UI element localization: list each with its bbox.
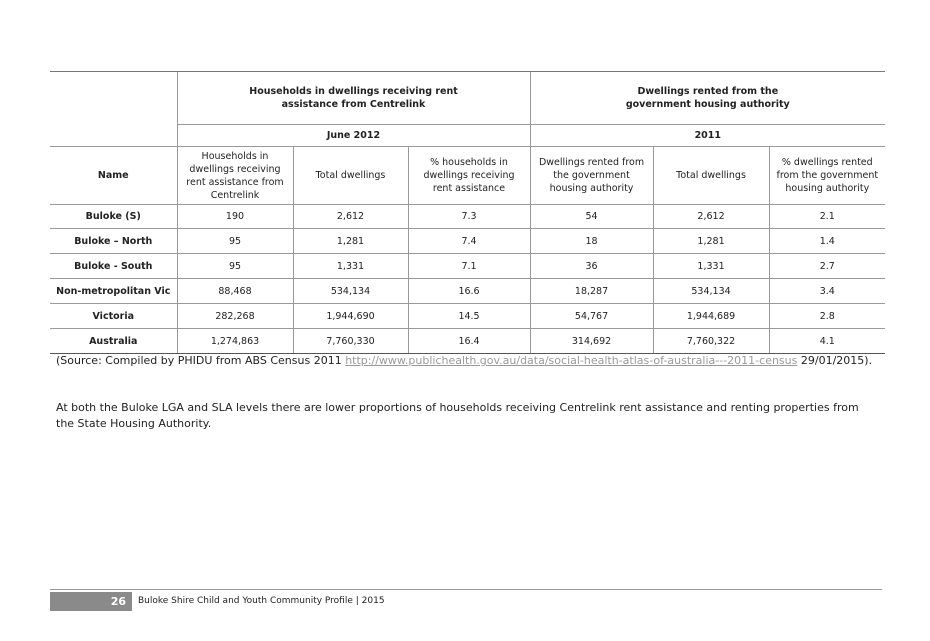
cell-dw-pct: 4.1: [769, 329, 885, 354]
cell-hh-total: 534,134: [293, 279, 408, 304]
table-row: [50, 279, 885, 304]
cell-dw-rented: 18,287: [530, 279, 653, 304]
table-row: [50, 254, 885, 279]
cell-hh-pct: 7.4: [408, 229, 530, 254]
row-name: Australia: [50, 329, 177, 354]
cell-hh-pct: 7.3: [408, 205, 530, 229]
cell-hh-pct: 16.6: [408, 279, 530, 304]
col-header-hh-receiving: Households in dwellings receiving rent assistance from Centrelink: [177, 147, 293, 205]
cell-dw-total: 534,134: [653, 279, 769, 304]
cell-dw-pct: 1.4: [769, 229, 885, 254]
cell-dw-rented: 54,767: [530, 304, 653, 329]
cell-dw-total: 2,612: [653, 205, 769, 229]
cell-hh-receiving: 190: [177, 205, 293, 229]
body-paragraph: At both the Buloke LGA and SLA levels there are lower proportions of households receiving Centrelink rent assistance and renting properties from the State Housing Authority.: [56, 401, 859, 430]
cell-hh-total: 1,331: [293, 254, 408, 279]
cell-dw-pct: 2.8: [769, 304, 885, 329]
table-row: [50, 229, 885, 254]
cell-dw-total: 1,331: [653, 254, 769, 279]
source-prefix: (Source: Compiled by PHIDU from ABS Census 2011: [56, 354, 342, 367]
row-name: Buloke (S): [50, 205, 177, 229]
cell-dw-rented: 18: [530, 229, 653, 254]
cell-dw-rented: 314,692: [530, 329, 653, 354]
cell-dw-total: 1,944,689: [653, 304, 769, 329]
col-header-hh-total: Total dwellings: [293, 147, 408, 205]
cell-hh-pct: 14.5: [408, 304, 530, 329]
page-number: 26: [50, 592, 132, 611]
cell-dw-pct: 2.1: [769, 205, 885, 229]
col-header-name: Name: [50, 147, 177, 205]
cell-dw-rented: 54: [530, 205, 653, 229]
cell-hh-total: 7,760,330: [293, 329, 408, 354]
row-name: Buloke - South: [50, 254, 177, 279]
footer-divider: [50, 589, 882, 590]
row-name: Non-metropolitan Vic: [50, 279, 177, 304]
cell-hh-receiving: 95: [177, 254, 293, 279]
footer-title: Buloke Shire Child and Youth Community Profile | 2015: [138, 596, 385, 606]
cell-hh-receiving: 282,268: [177, 304, 293, 329]
table-row: [50, 205, 885, 229]
source-link[interactable]: http://www.publichealth.gov.au/data/social-health-atlas-of-australia---2011-census: [345, 354, 798, 367]
rent-assistance-table: [50, 71, 885, 354]
source-suffix: 29/01/2015).: [800, 354, 873, 367]
period-households: June 2012: [177, 125, 530, 147]
group-header-households: Households in dwellings receiving rent assistance from Centrelink: [177, 72, 530, 125]
col-header-dw-rented: Dwellings rented from the government housing authority: [530, 147, 653, 205]
cell-hh-pct: 16.4: [408, 329, 530, 354]
row-name: Buloke – North: [50, 229, 177, 254]
col-header-dw-pct: % dwellings rented from the government housing authority: [769, 147, 885, 205]
col-header-hh-pct: % households in dwellings receiving rent assistance: [408, 147, 530, 205]
group-header-dwellings: Dwellings rented from the government housing authority: [530, 72, 885, 125]
cell-hh-total: 2,612: [293, 205, 408, 229]
cell-dw-total: 7,760,322: [653, 329, 769, 354]
cell-hh-total: 1,281: [293, 229, 408, 254]
col-header-dw-total: Total dwellings: [653, 147, 769, 205]
source-note: [56, 354, 872, 367]
table-row: [50, 329, 885, 354]
cell-hh-receiving: 95: [177, 229, 293, 254]
cell-hh-receiving: 1,274,863: [177, 329, 293, 354]
table-row: [50, 304, 885, 329]
cell-dw-pct: 2.7: [769, 254, 885, 279]
cell-dw-rented: 36: [530, 254, 653, 279]
cell-hh-pct: 7.1: [408, 254, 530, 279]
cell-hh-total: 1,944,690: [293, 304, 408, 329]
cell-dw-total: 1,281: [653, 229, 769, 254]
cell-hh-receiving: 88,468: [177, 279, 293, 304]
row-name: Victoria: [50, 304, 177, 329]
header-corner: [50, 72, 177, 147]
period-dwellings: 2011: [530, 125, 885, 147]
cell-dw-pct: 3.4: [769, 279, 885, 304]
